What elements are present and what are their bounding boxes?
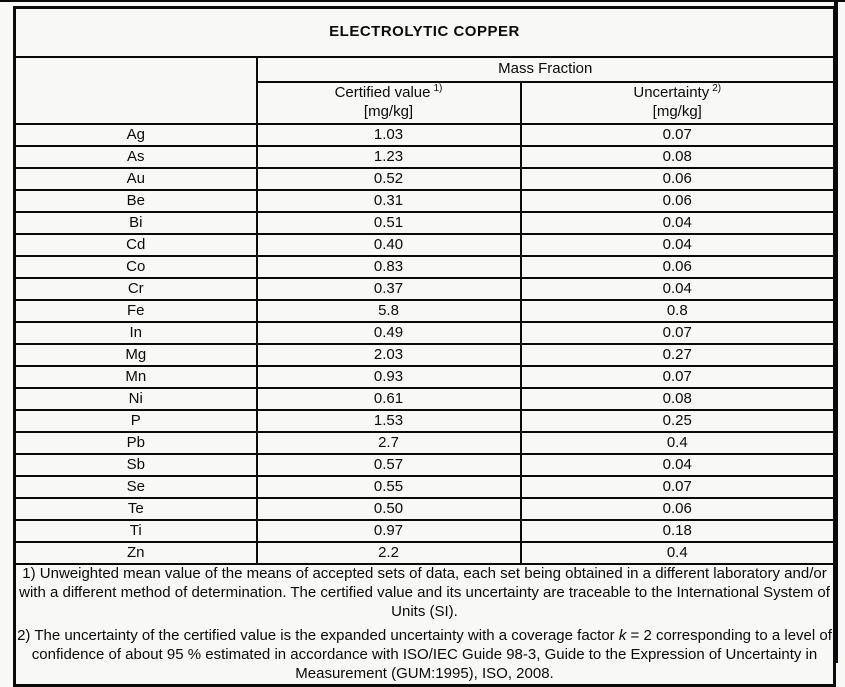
certified-value-cell: 5.8 <box>257 300 521 322</box>
certified-value-footnote-ref: 1) <box>433 83 443 95</box>
element-cell: P <box>15 410 257 432</box>
certified-value-cell: 1.53 <box>257 410 521 432</box>
uncertainty-cell: 0.04 <box>521 212 835 234</box>
table-row-p <box>15 410 835 432</box>
element-cell: Ni <box>15 388 257 410</box>
certified-value-cell: 0.97 <box>257 520 521 542</box>
element-cell: Cd <box>15 234 257 256</box>
element-cell: Au <box>15 168 257 190</box>
certified-value-header <box>257 82 521 124</box>
certified-value-cell: 0.61 <box>257 388 521 410</box>
element-cell: Co <box>15 256 257 278</box>
certified-value-label: Certified value <box>334 84 431 102</box>
element-cell: Bi <box>15 212 257 234</box>
uncertainty-cell: 0.08 <box>521 388 835 410</box>
certified-value-cell: 2.7 <box>257 432 521 454</box>
certified-value-unit: [mg/kg] <box>363 103 414 120</box>
uncertainty-header <box>521 82 835 124</box>
element-cell: Zn <box>15 542 257 564</box>
element-cell: Fe <box>15 300 257 322</box>
table-row-se <box>15 476 835 498</box>
uncertainty-cell: 0.06 <box>521 168 835 190</box>
uncertainty-footnote-ref: 2) <box>712 83 722 95</box>
table-row-zn <box>15 542 835 564</box>
element-cell: Mn <box>15 366 257 388</box>
table-row-ni <box>15 388 835 410</box>
footnote-2-coverage-factor-k: k <box>618 627 627 645</box>
table-title: ELECTROLYTIC COPPER <box>15 8 835 58</box>
uncertainty-cell: 0.04 <box>521 454 835 476</box>
certified-value-cell: 0.83 <box>257 256 521 278</box>
certified-value-cell: 0.93 <box>257 366 521 388</box>
table-row-fe <box>15 300 835 322</box>
table-row-ag <box>15 124 835 146</box>
element-cell: Ti <box>15 520 257 542</box>
certified-value-cell: 2.03 <box>257 344 521 366</box>
footnotes-block <box>15 564 835 685</box>
uncertainty-cell: 0.27 <box>521 344 835 366</box>
element-cell: In <box>15 322 257 344</box>
certified-values-table <box>13 6 836 687</box>
certified-value-cell: 0.55 <box>257 476 521 498</box>
footnote-2-text-before: 2) The uncertainty of the certified value is the expanded uncertainty with a coverage factor <box>17 627 619 645</box>
footnotes-row <box>15 564 835 685</box>
table-row-co <box>15 256 835 278</box>
title-row <box>15 8 835 58</box>
table-row-au <box>15 168 835 190</box>
group-header-row <box>15 57 835 82</box>
element-cell: Pb <box>15 432 257 454</box>
uncertainty-cell: 0.07 <box>521 366 835 388</box>
element-cell: As <box>15 146 257 168</box>
element-cell: Te <box>15 498 257 520</box>
element-cell: Cr <box>15 278 257 300</box>
uncertainty-cell: 0.25 <box>521 410 835 432</box>
table-row-bi <box>15 212 835 234</box>
table-row-as <box>15 146 835 168</box>
uncertainty-cell: 0.07 <box>521 476 835 498</box>
uncertainty-cell: 0.08 <box>521 146 835 168</box>
certified-value-cell: 0.51 <box>257 212 521 234</box>
certified-value-cell: 0.49 <box>257 322 521 344</box>
element-cell: Be <box>15 190 257 212</box>
table-row-ti <box>15 520 835 542</box>
uncertainty-cell: 0.06 <box>521 498 835 520</box>
uncertainty-cell: 0.07 <box>521 124 835 146</box>
table-row-te <box>15 498 835 520</box>
element-cell: Se <box>15 476 257 498</box>
certified-value-cell: 0.37 <box>257 278 521 300</box>
uncertainty-cell: 0.8 <box>521 300 835 322</box>
certified-value-cell: 0.52 <box>257 168 521 190</box>
table-row-mn <box>15 366 835 388</box>
element-cell: Ag <box>15 124 257 146</box>
certified-value-cell: 2.2 <box>257 542 521 564</box>
table-row-be <box>15 190 835 212</box>
certified-value-cell: 0.31 <box>257 190 521 212</box>
table-row-in <box>15 322 835 344</box>
page-edge-line-top <box>0 0 845 2</box>
uncertainty-cell: 0.4 <box>521 542 835 564</box>
uncertainty-cell: 0.04 <box>521 234 835 256</box>
uncertainty-cell: 0.4 <box>521 432 835 454</box>
mass-fraction-header: Mass Fraction <box>257 57 835 82</box>
table-row-cr <box>15 278 835 300</box>
table-row-sb <box>15 454 835 476</box>
element-cell: Mg <box>15 344 257 366</box>
certified-value-cell: 0.40 <box>257 234 521 256</box>
uncertainty-label: Uncertainty <box>633 84 710 102</box>
certified-value-cell: 1.23 <box>257 146 521 168</box>
footnote-2 <box>16 627 833 683</box>
uncertainty-cell: 0.18 <box>521 520 835 542</box>
certified-value-cell: 0.50 <box>257 498 521 520</box>
table-row-mg <box>15 344 835 366</box>
element-cell: Sb <box>15 454 257 476</box>
uncertainty-cell: 0.06 <box>521 190 835 212</box>
uncertainty-unit: [mg/kg] <box>652 103 702 120</box>
certified-value-cell: 0.57 <box>257 454 521 476</box>
uncertainty-cell: 0.07 <box>521 322 835 344</box>
table-row-pb <box>15 432 835 454</box>
table-row-cd <box>15 234 835 256</box>
uncertainty-cell: 0.04 <box>521 278 835 300</box>
element-header-cell-empty <box>15 57 257 124</box>
footnote-1: 1) Unweighted mean value of the means of accepted sets of data, each set being obtained in a different laboratory and/or with a different method of determination. The certified value and its uncertainty are traceable to the International System of Units (SI). <box>19 565 830 620</box>
footnote-2-text-after: = 2 corresponding to a level of confidence of about 95 % estimated in accordance with ISO/IEC Guide 98-3, Guide to the Expression of Uncertainty in Measurement (GUM:1995), ISO, 2008. <box>31 627 832 682</box>
uncertainty-cell: 0.06 <box>521 256 835 278</box>
certified-value-cell: 1.03 <box>257 124 521 146</box>
